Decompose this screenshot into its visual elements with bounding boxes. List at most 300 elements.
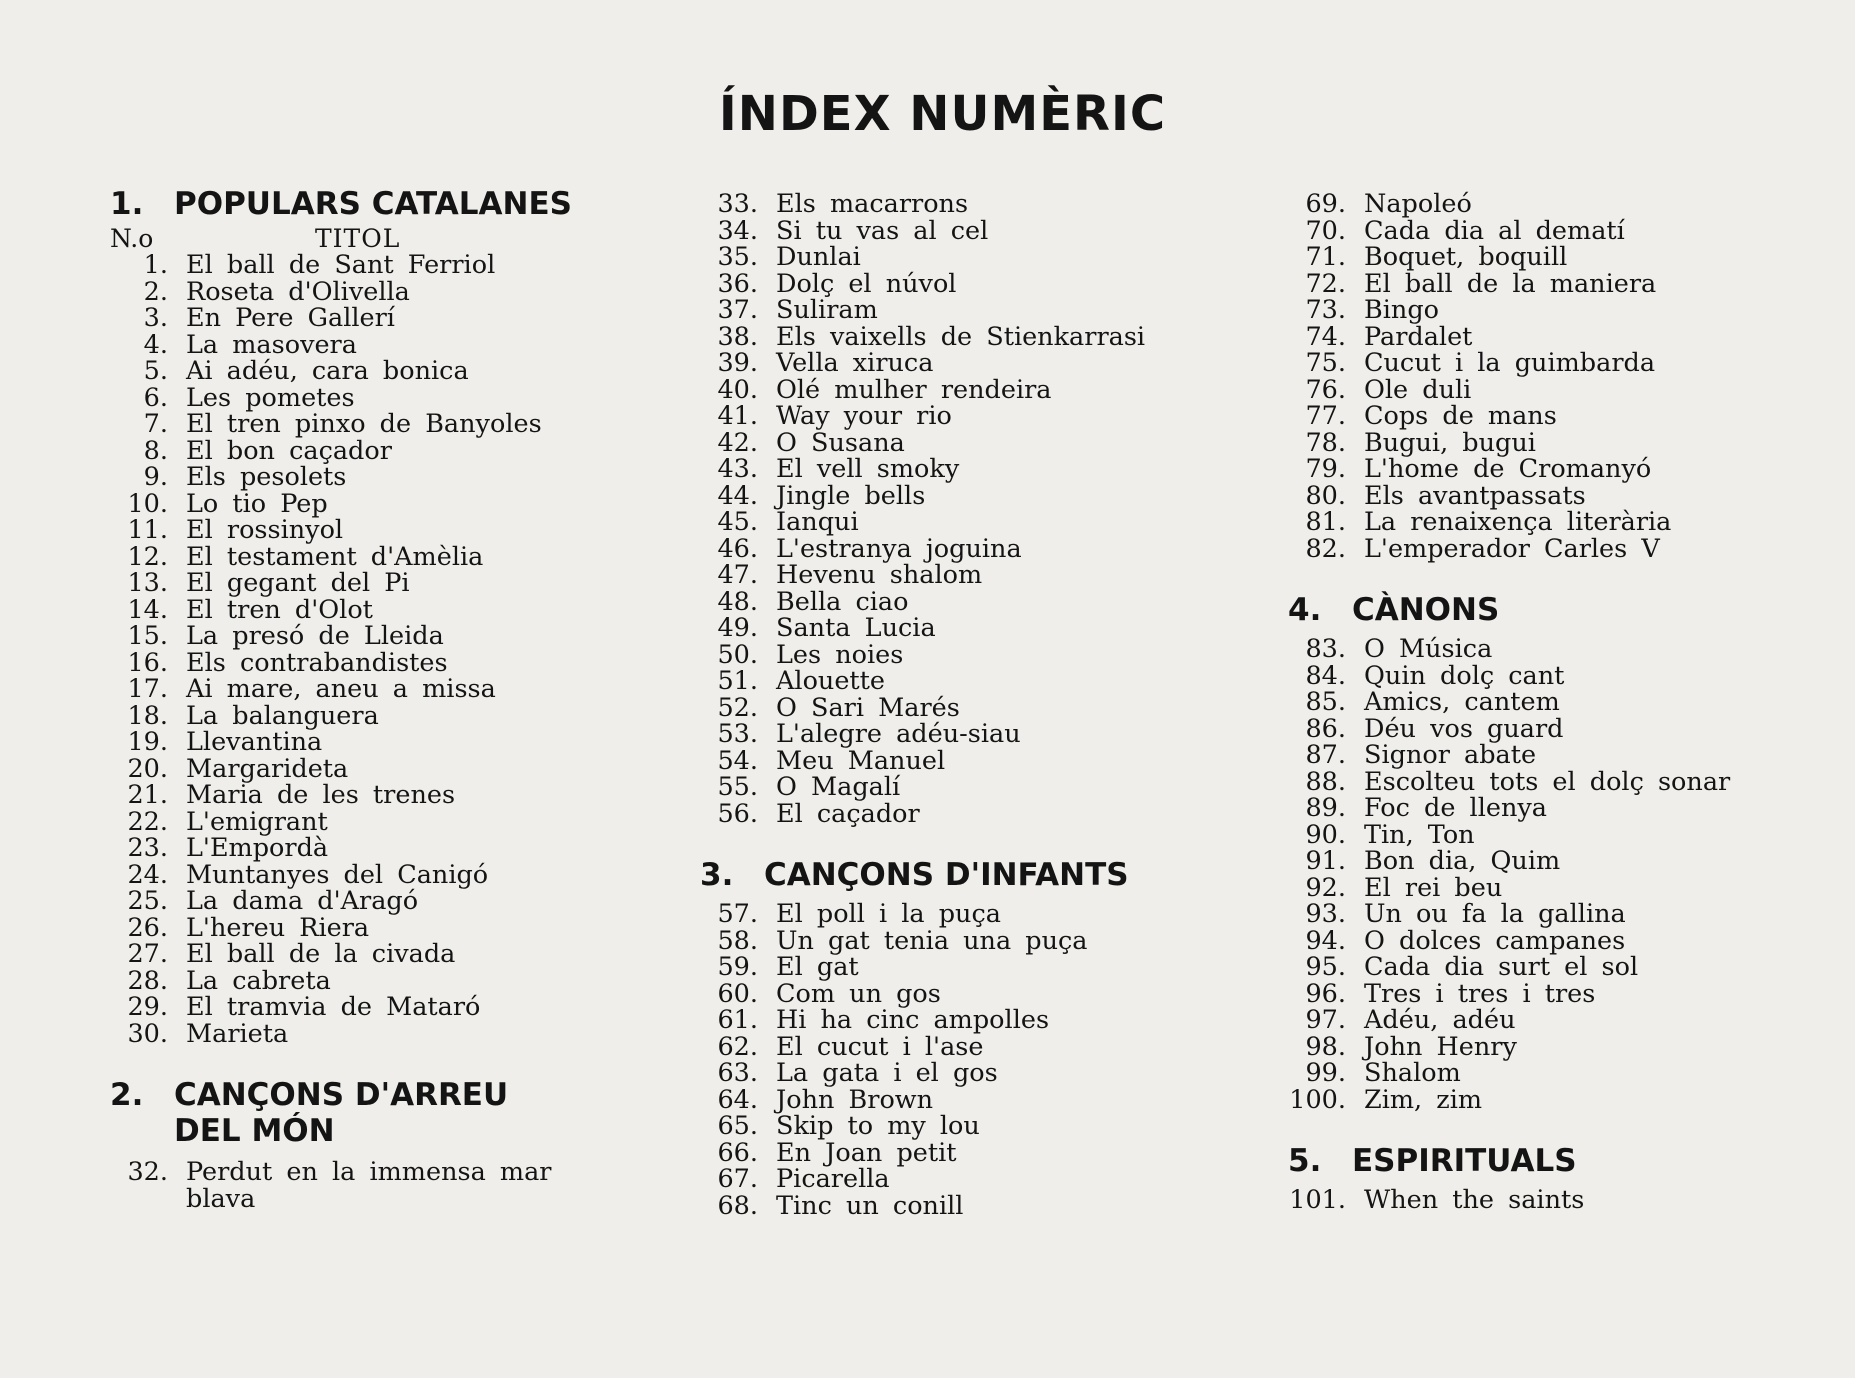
entry-number: 76. (1305, 374, 1346, 405)
entry-number: 5. (143, 356, 168, 386)
index-entry (110, 623, 670, 650)
entry-number: 46. (717, 533, 758, 564)
index-entry (1288, 350, 1848, 377)
index-entry (110, 358, 670, 385)
entry-number: 15. (127, 621, 168, 651)
entry-title: El tramvia de Mataró (186, 992, 481, 1022)
entry-number: 84. (1305, 660, 1346, 691)
index-entry (110, 859, 670, 890)
index-entry (110, 676, 670, 703)
entry-number: 92. (1305, 872, 1346, 903)
index-entry (1288, 978, 1848, 1009)
index-entry (700, 403, 1260, 430)
section-number: 5. (1288, 1143, 1322, 1179)
entry-title: O dolces campanes (1364, 925, 1626, 956)
index-entry (1288, 872, 1848, 903)
index-entry (700, 798, 1260, 829)
entry-title: Dolç el núvol (776, 268, 957, 299)
entry-number: 35. (717, 242, 758, 272)
entry-title: El gegant del Pi (186, 568, 410, 598)
index-entry (1288, 509, 1848, 536)
entry-number: 90. (1305, 819, 1346, 850)
index-entry (700, 978, 1260, 1009)
entry-title: Un gat tenia una puça (776, 925, 1088, 956)
entry-title: El tren pinxo de Banyoles (186, 409, 542, 439)
entry-number: 97. (1305, 1005, 1346, 1035)
entry-title: Way your rio (776, 401, 952, 431)
entry-title: Signor abate (1364, 740, 1537, 770)
index-entry (1288, 954, 1848, 981)
index-entry (110, 252, 670, 279)
entry-title: Hi ha cinc ampolles (776, 1005, 1050, 1035)
entry-title: Picarella (776, 1164, 890, 1194)
entry-title: Bon dia, Quim (1364, 846, 1561, 876)
index-column-1 (110, 186, 670, 1212)
index-entry (700, 456, 1260, 483)
entry-number: 63. (717, 1058, 758, 1088)
entry-title: Els macarrons (776, 189, 969, 219)
entry-title: Lo tio Pep (186, 488, 328, 519)
entry-title: El gat (776, 952, 859, 982)
index-entry (110, 329, 670, 360)
index-entry (700, 215, 1260, 246)
entry-title: Escolteu tots el dolç sonar (1364, 766, 1731, 797)
index-entry (700, 668, 1260, 695)
index-entry (700, 745, 1260, 776)
entry-title: El rossinyol (186, 515, 344, 545)
entry-number: 79. (1305, 454, 1346, 484)
index-entry (1288, 215, 1848, 246)
entry-title: Ai mare, aneu a missa (186, 674, 496, 704)
entry-number: 71. (1305, 242, 1346, 272)
entry-number: 66. (717, 1137, 758, 1168)
entry-number: 25. (127, 886, 168, 916)
entry-title: Llevantina (186, 727, 323, 757)
entry-number: 88. (1305, 766, 1346, 797)
entry-list (700, 191, 1260, 827)
entry-number: 91. (1305, 846, 1346, 876)
entry-number: 22. (127, 806, 168, 837)
entry-number: 54. (717, 745, 758, 776)
entry-title: O Música (1364, 634, 1493, 664)
entry-list (110, 252, 670, 1047)
index-entry (110, 888, 670, 915)
index-entry (1288, 1187, 1848, 1214)
entry-title: El ball de Sant Ferriol (186, 250, 496, 280)
entry-number: 99. (1305, 1058, 1346, 1088)
entry-title: Perdut en la immensa mar blava (186, 1157, 552, 1214)
entry-title: L'estranya joguina (776, 533, 1022, 564)
entry-title: Les noies (776, 639, 904, 670)
index-entry (700, 244, 1260, 271)
entry-number: 18. (127, 700, 168, 731)
entry-number: 80. (1305, 480, 1346, 511)
entry-number: 70. (1305, 215, 1346, 246)
index-entry (700, 1166, 1260, 1193)
index-entry (110, 382, 670, 413)
entry-title: Meu Manuel (776, 745, 946, 776)
entry-number: 34. (717, 215, 758, 246)
entry-title: Quin dolç cant (1364, 660, 1565, 691)
entry-title: En Pere Gallerí (186, 303, 395, 333)
index-entry (1288, 713, 1848, 744)
entry-title: El bon caçador (186, 435, 392, 466)
entry-number: 67. (717, 1164, 758, 1194)
index-entry (1288, 901, 1848, 928)
entry-number: 29. (127, 992, 168, 1022)
entry-title: Margarideta (186, 753, 349, 784)
entry-title: El vell smoky (776, 454, 960, 484)
entry-number: 100. (1289, 1084, 1346, 1115)
index-entry (700, 925, 1260, 956)
entry-number: 65. (717, 1111, 758, 1141)
index-entry (1288, 1031, 1848, 1062)
index-entry (700, 321, 1260, 352)
entry-title: Si tu vas al cel (776, 215, 989, 246)
entry-title: Maria de les trenes (186, 780, 456, 810)
index-entry (700, 533, 1260, 564)
index-entry (1288, 819, 1848, 850)
entry-number: 32. (127, 1157, 168, 1187)
entry-list (1288, 636, 1848, 1113)
entry-title: Olé mulher rendeira (776, 374, 1052, 405)
index-entry (110, 464, 670, 491)
index-entry (1288, 268, 1848, 299)
section-heading-canons (1288, 592, 1848, 628)
index-entry (700, 509, 1260, 536)
entry-title: Cada dia surt el sol (1364, 952, 1639, 982)
entry-number: 89. (1305, 793, 1346, 823)
entry-title: Amics, cantem (1364, 687, 1560, 717)
entry-title: El cucut i l'ase (776, 1031, 984, 1062)
index-entry (110, 647, 670, 678)
entry-title: Marieta (186, 1018, 289, 1049)
entry-title: When the saints (1364, 1185, 1585, 1215)
index-column-2 (700, 191, 1260, 1219)
index-entry (110, 411, 670, 438)
entry-title: L'home de Cromanyó (1364, 454, 1652, 484)
entry-number: 36. (717, 268, 758, 299)
index-entry (1288, 660, 1848, 691)
entry-title: En Joan petit (776, 1137, 957, 1168)
index-entry (700, 562, 1260, 589)
entry-number: 13. (127, 568, 168, 598)
index-entry (700, 1190, 1260, 1221)
entry-number: 39. (717, 348, 758, 378)
index-entry (1288, 456, 1848, 483)
entry-title: Santa Lucia (776, 613, 936, 643)
index-entry (1288, 925, 1848, 956)
index-entry (110, 435, 670, 466)
entry-number: 51. (717, 666, 758, 696)
entry-number: 42. (717, 427, 758, 458)
entry-title: Tinc un conill (776, 1190, 964, 1221)
section-title: CÀNONS (1352, 592, 1500, 628)
page-title: ÍNDEX NUMÈRIC (718, 86, 1167, 142)
index-entry (110, 729, 670, 756)
index-entry (1288, 374, 1848, 405)
index-entry (110, 753, 670, 784)
entry-number: 41. (717, 401, 758, 431)
entry-number: 72. (1305, 268, 1346, 299)
entry-title: L'hereu Riera (186, 912, 370, 943)
index-entry (110, 305, 670, 332)
index-entry (700, 901, 1260, 928)
index-entry (110, 941, 670, 968)
entry-number: 6. (143, 382, 168, 413)
entry-number: 10. (127, 488, 168, 519)
entry-number: 11. (127, 515, 168, 545)
index-entry (110, 782, 670, 809)
index-entry (700, 268, 1260, 299)
index-entry (1288, 427, 1848, 458)
entry-title: La gata i el gos (776, 1058, 998, 1088)
entry-number: 62. (717, 1031, 758, 1062)
section-heading-populars-catalanes (110, 186, 670, 222)
index-entry (700, 1113, 1260, 1140)
entry-number: 40. (717, 374, 758, 405)
index-entry (1288, 766, 1848, 797)
entry-number: 61. (717, 1005, 758, 1035)
entry-title: Ole duli (1364, 374, 1472, 405)
section-number: 3. (700, 857, 734, 893)
entry-number: 56. (717, 798, 758, 829)
entry-number: 59. (717, 952, 758, 982)
index-entry (1288, 1007, 1848, 1034)
index-entry (700, 1007, 1260, 1034)
entry-number: 77. (1305, 401, 1346, 431)
entry-number: 74. (1305, 321, 1346, 352)
entry-title: Pardalet (1364, 321, 1473, 352)
entry-number: 45. (717, 507, 758, 537)
entry-number: 26. (127, 912, 168, 943)
entry-title: El poll i la puça (776, 899, 1001, 929)
entry-title: Els pesolets (186, 462, 347, 492)
index-entry (700, 297, 1260, 324)
entry-number: 20. (127, 753, 168, 784)
entry-title: Bugui, bugui (1364, 427, 1536, 458)
entry-number: 73. (1305, 295, 1346, 325)
title-column-header: TITOL (315, 224, 401, 253)
entry-number: 43. (717, 454, 758, 484)
entry-title: O Magalí (776, 772, 901, 802)
entry-number: 57. (717, 899, 758, 929)
entry-number: 83. (1305, 634, 1346, 664)
index-entry (110, 965, 670, 996)
index-entry (110, 1018, 670, 1049)
entry-title: Les pometes (186, 382, 355, 413)
index-entry (1288, 636, 1848, 663)
entry-number: 19. (127, 727, 168, 757)
section-number: 4. (1288, 592, 1322, 628)
index-entry (110, 594, 670, 625)
entry-number: 96. (1305, 978, 1346, 1009)
index-entry (700, 1060, 1260, 1087)
entry-number: 93. (1305, 899, 1346, 929)
entry-title: Déu vos guard (1364, 713, 1564, 744)
entry-title: Els avantpassats (1364, 480, 1586, 511)
entry-number: 75. (1305, 348, 1346, 378)
index-entry (110, 1159, 670, 1212)
entry-number: 53. (717, 719, 758, 749)
entry-number: 8. (143, 435, 168, 466)
index-entry (700, 1031, 1260, 1062)
entry-title: Els contrabandistes (186, 647, 448, 678)
entry-number: 1. (143, 250, 168, 280)
entry-title: Boquet, boquill (1364, 242, 1568, 272)
index-entry (110, 488, 670, 519)
entry-title: John Henry (1364, 1031, 1517, 1062)
index-column-3 (1288, 191, 1848, 1214)
index-entry (1288, 533, 1848, 564)
index-entry (700, 586, 1260, 617)
entry-title: Roseta d'Olivella (186, 276, 410, 307)
entry-title: Hevenu shalom (776, 560, 983, 590)
entry-number: 21. (127, 780, 168, 810)
entry-number: 12. (127, 541, 168, 572)
entry-title: O Susana (776, 427, 905, 458)
entry-number: 64. (717, 1084, 758, 1115)
entry-number: 23. (127, 833, 168, 863)
entry-number: 27. (127, 939, 168, 969)
index-entry (700, 1084, 1260, 1115)
entry-number: 68. (717, 1190, 758, 1221)
entry-title: Zim, zim (1364, 1084, 1483, 1115)
entry-number: 28. (127, 965, 168, 996)
index-entry (1288, 1084, 1848, 1115)
entry-number: 52. (717, 692, 758, 723)
index-entry (110, 835, 670, 862)
index-entry (110, 806, 670, 837)
entry-number: 69. (1305, 189, 1346, 219)
index-entry (1288, 795, 1848, 822)
entry-number: 82. (1305, 533, 1346, 564)
entry-number: 44. (717, 480, 758, 511)
entry-title: L'emperador Carles V (1364, 533, 1660, 564)
index-entry (700, 774, 1260, 801)
index-entry (700, 191, 1260, 218)
entry-title: Cada dia al dematí (1364, 215, 1625, 246)
entry-number: 55. (717, 772, 758, 802)
section-number: 2. (110, 1077, 144, 1113)
entry-number: 48. (717, 586, 758, 617)
index-entry (1288, 689, 1848, 716)
index-entry (700, 639, 1260, 670)
entry-number: 30. (127, 1018, 168, 1049)
index-entry (700, 480, 1260, 511)
entry-number: 7. (143, 409, 168, 439)
section-number: 1. (110, 186, 144, 222)
entry-title: Dunlai (776, 242, 861, 272)
section-title: POPULARS CATALANES (174, 186, 572, 222)
index-entry (700, 427, 1260, 458)
entry-title: Napoleó (1364, 189, 1472, 219)
entry-title: John Brown (776, 1084, 934, 1115)
entry-title: El testament d'Amèlia (186, 541, 484, 572)
entry-title: La renaixença literària (1364, 507, 1672, 537)
entry-title: La balanguera (186, 700, 379, 731)
entry-number: 17. (127, 674, 168, 704)
entry-title: Tin, Ton (1364, 819, 1475, 850)
index-entry (700, 374, 1260, 405)
entry-title: El tren d'Olot (186, 594, 373, 625)
entry-number: 78. (1305, 427, 1346, 458)
index-entry (1288, 848, 1848, 875)
entry-number: 81. (1305, 507, 1346, 537)
entry-title: Com un gos (776, 978, 941, 1009)
entry-title: Ai adéu, cara bonica (186, 356, 469, 386)
entry-title: L'emigrant (186, 806, 328, 837)
index-entry (700, 954, 1260, 981)
entry-number: 50. (717, 639, 758, 670)
entry-title: El caçador (776, 798, 920, 829)
entry-number: 14. (127, 594, 168, 625)
index-entry (1288, 321, 1848, 352)
entry-title: O Sari Marés (776, 692, 960, 723)
index-entry (700, 1137, 1260, 1168)
entry-number: 9. (143, 462, 168, 492)
index-entry (700, 721, 1260, 748)
section-heading-cancons-darreu-del-mon (110, 1077, 670, 1149)
section-title: CANÇONS D'ARREU DEL MÓN (174, 1077, 509, 1149)
entry-title: La masovera (186, 329, 357, 360)
index-entry (700, 350, 1260, 377)
index-entry (700, 692, 1260, 723)
entry-title: La cabreta (186, 965, 331, 996)
entry-number: 33. (717, 189, 758, 219)
entry-title: La dama d'Aragó (186, 886, 419, 916)
section-title: CANÇONS D'INFANTS (764, 857, 1129, 893)
entry-title: Bella ciao (776, 586, 909, 617)
index-entry (700, 615, 1260, 642)
index-entry (110, 570, 670, 597)
entry-list (700, 901, 1260, 1219)
entry-number: 58. (717, 925, 758, 956)
section-heading-cancons-dinfants (700, 857, 1260, 893)
index-entry (1288, 1060, 1848, 1087)
entry-title: Suliram (776, 295, 878, 325)
entry-title: Tres i tres i tres (1364, 978, 1596, 1009)
entry-number: 3. (143, 303, 168, 333)
entry-title: Skip to my lou (776, 1111, 980, 1141)
entry-number: 38. (717, 321, 758, 352)
entry-title: Foc de llenya (1364, 793, 1547, 823)
entry-title: La presó de Lleida (186, 621, 444, 651)
entry-title: Jingle bells (776, 480, 926, 511)
number-column-header: N.o (110, 224, 154, 253)
entry-number: 87. (1305, 740, 1346, 770)
index-entry (1288, 191, 1848, 218)
entry-number: 98. (1305, 1031, 1346, 1062)
entry-number: 60. (717, 978, 758, 1009)
entry-title: El ball de la maniera (1364, 268, 1657, 299)
section-heading-espirituals (1288, 1143, 1848, 1179)
entry-title: El ball de la civada (186, 939, 456, 969)
entry-number: 101. (1289, 1185, 1346, 1215)
entry-list (1288, 191, 1848, 562)
index-entry (110, 912, 670, 943)
entry-title: L'alegre adéu-siau (776, 719, 1021, 749)
entry-title: Cucut i la guimbarda (1364, 348, 1656, 378)
entry-title: El rei beu (1364, 872, 1503, 903)
entry-number: 49. (717, 613, 758, 643)
entry-title: Shalom (1364, 1058, 1461, 1088)
entry-title: Els vaixells de Stienkarrasi (776, 321, 1146, 352)
index-entry (110, 541, 670, 572)
section-title: ESPIRITUALS (1352, 1143, 1577, 1179)
entry-title: Vella xiruca (776, 348, 934, 378)
entry-title: Alouette (776, 666, 886, 696)
